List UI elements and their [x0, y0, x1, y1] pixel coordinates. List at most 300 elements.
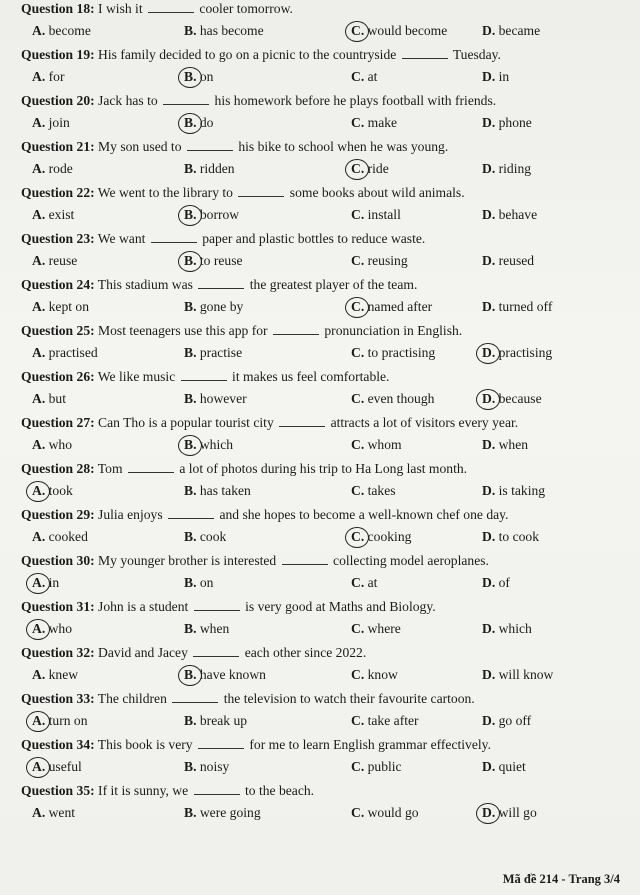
answer-options	[18, 572, 628, 594]
option-letter: A.	[32, 299, 46, 314]
answer-option-d	[482, 802, 537, 824]
answer-option-d	[482, 342, 552, 364]
question-text-before-blank: This stadium was	[97, 277, 193, 292]
option-letter: A.	[32, 253, 46, 268]
answer-option-c	[351, 802, 419, 824]
option-letter: A.	[32, 713, 46, 728]
option-letter: A.	[32, 23, 46, 38]
option-letter: B.	[184, 345, 197, 360]
option-letter: D.	[482, 805, 496, 820]
option-text: has become	[196, 23, 264, 38]
option-letter: C.	[351, 345, 365, 360]
option-letter: A.	[32, 759, 46, 774]
option-letter: D.	[482, 299, 496, 314]
option-text: has taken	[196, 483, 251, 498]
answer-option-c	[351, 756, 402, 778]
option-text: make	[364, 115, 398, 130]
option-text: riding	[495, 161, 532, 176]
question-number: Question 35:	[21, 783, 95, 798]
answer-option-c	[351, 572, 377, 594]
question-text-after-blank: his bike to school when he was young.	[238, 139, 449, 154]
option-text: became	[495, 23, 541, 38]
question-number: Question 27:	[21, 415, 95, 430]
answer-blank	[193, 644, 239, 657]
answer-option-c	[351, 158, 389, 180]
question-stem	[21, 228, 425, 250]
answer-option-c	[351, 710, 419, 732]
answer-options	[18, 204, 628, 226]
option-letter: C.	[351, 483, 365, 498]
answer-options	[18, 526, 628, 548]
option-letter: B.	[184, 115, 197, 130]
answer-option-b	[184, 296, 243, 318]
answer-blank	[194, 782, 240, 795]
answer-option-b	[184, 20, 264, 42]
question-item	[18, 228, 628, 274]
answer-option-a	[32, 434, 72, 456]
question-item	[18, 504, 628, 550]
question-text-after-blank: some books about wild animals.	[289, 185, 465, 200]
option-letter: A.	[32, 391, 46, 406]
question-number: Question 25:	[21, 323, 95, 338]
question-number: Question 20:	[21, 93, 95, 108]
option-text: would go	[364, 805, 419, 820]
question-text-after-blank: to the beach.	[244, 783, 315, 798]
option-letter: D.	[482, 23, 496, 38]
option-text: gone by	[196, 299, 244, 314]
option-letter: A.	[32, 621, 46, 636]
answer-option-a	[32, 756, 82, 778]
option-text: practise	[196, 345, 243, 360]
answer-blank	[168, 506, 214, 519]
option-text: useful	[45, 759, 82, 774]
answer-options	[18, 296, 628, 318]
answer-options	[18, 756, 628, 778]
answer-option-a	[32, 480, 73, 502]
answer-option-d	[482, 710, 531, 732]
question-stem	[21, 412, 518, 434]
question-item	[18, 734, 628, 780]
answer-option-d	[482, 66, 509, 88]
question-stem	[21, 688, 475, 710]
option-letter: D.	[482, 667, 496, 682]
answer-option-c	[351, 388, 434, 410]
question-text-after-blank: is very good at Maths and Biology.	[245, 599, 436, 614]
option-text: of	[495, 575, 510, 590]
option-letter: B.	[184, 69, 197, 84]
question-number: Question 26:	[21, 369, 95, 384]
answer-option-d	[482, 20, 540, 42]
answer-option-c	[351, 204, 401, 226]
option-text: which	[196, 437, 234, 452]
answer-options	[18, 802, 628, 824]
answer-option-b	[184, 802, 261, 824]
option-text: will know	[495, 667, 554, 682]
option-text: at	[364, 575, 378, 590]
answer-option-d	[482, 526, 539, 548]
question-number: Question 22:	[21, 185, 95, 200]
question-item	[18, 780, 628, 826]
answer-options	[18, 250, 628, 272]
answer-options	[18, 480, 628, 502]
option-letter: B.	[184, 667, 197, 682]
option-letter: A.	[32, 69, 46, 84]
question-text-before-blank: We like music	[97, 369, 176, 384]
option-text: whom	[364, 437, 402, 452]
option-text: break up	[196, 713, 248, 728]
question-item	[18, 688, 628, 734]
option-text: on	[196, 575, 214, 590]
question-text-before-blank: David and Jacey	[98, 645, 188, 660]
question-text-after-blank: pronunciation in English.	[324, 323, 463, 338]
answer-option-a	[32, 204, 74, 226]
option-text: named after	[364, 299, 433, 314]
answer-blank	[194, 598, 240, 611]
question-number: Question 32:	[21, 645, 95, 660]
option-text: however	[196, 391, 247, 406]
answer-blank	[172, 690, 218, 703]
option-letter: C.	[351, 115, 365, 130]
answer-option-a	[32, 112, 70, 134]
question-text-before-blank: We went to the library to	[97, 185, 233, 200]
option-text: become	[45, 23, 91, 38]
question-item	[18, 182, 628, 228]
option-letter: C.	[351, 667, 365, 682]
question-stem	[21, 780, 314, 802]
question-text-before-blank: Julia enjoys	[98, 507, 163, 522]
question-text-before-blank: John is a student	[98, 599, 189, 614]
answer-blank	[198, 276, 244, 289]
answer-option-b	[184, 710, 247, 732]
answer-option-c	[351, 296, 432, 318]
option-text: went	[45, 805, 76, 820]
question-text-before-blank: His family decided to go on a picnic to the countryside	[98, 47, 397, 62]
option-letter: C.	[351, 69, 365, 84]
answer-option-d	[482, 296, 552, 318]
answer-option-a	[32, 710, 88, 732]
question-text-after-blank: for me to learn English grammar effectively.	[249, 737, 491, 752]
answer-option-a	[32, 66, 64, 88]
answer-option-b	[184, 250, 243, 272]
question-text-before-blank: My son used to	[98, 139, 182, 154]
option-letter: A.	[32, 207, 46, 222]
answer-option-d	[482, 112, 532, 134]
option-text: were going	[196, 805, 261, 820]
answer-option-b	[184, 526, 226, 548]
option-text: take after	[364, 713, 419, 728]
option-letter: A.	[32, 161, 46, 176]
option-text: exist	[45, 207, 75, 222]
option-text: to practising	[364, 345, 436, 360]
question-text-before-blank: Most teenagers use this app for	[98, 323, 268, 338]
option-letter: D.	[482, 115, 496, 130]
option-text: who	[45, 621, 73, 636]
option-letter: C.	[351, 253, 365, 268]
option-text: where	[364, 621, 401, 636]
option-text: kept on	[45, 299, 90, 314]
question-item	[18, 458, 628, 504]
question-item	[18, 274, 628, 320]
question-item	[18, 366, 628, 412]
option-letter: B.	[184, 529, 197, 544]
option-text: public	[364, 759, 402, 774]
option-text: at	[364, 69, 378, 84]
option-letter: C.	[351, 759, 365, 774]
question-list	[18, 0, 628, 826]
option-text: behave	[495, 207, 538, 222]
question-number: Question 34:	[21, 737, 95, 752]
answer-option-a	[32, 296, 89, 318]
answer-blank	[198, 736, 244, 749]
option-text: on	[196, 69, 214, 84]
option-text: join	[45, 115, 70, 130]
answer-options	[18, 664, 628, 686]
option-text: phone	[495, 115, 532, 130]
answer-option-b	[184, 618, 229, 640]
answer-option-c	[351, 434, 402, 456]
answer-option-d	[482, 664, 553, 686]
question-text-after-blank: cooler tomorrow.	[199, 1, 293, 16]
option-letter: B.	[184, 805, 197, 820]
option-text: which	[495, 621, 532, 636]
option-text: would become	[364, 23, 448, 38]
option-text: have known	[196, 667, 266, 682]
answer-option-b	[184, 572, 213, 594]
answer-blank	[187, 138, 233, 151]
option-letter: C.	[351, 713, 365, 728]
option-text: took	[45, 483, 73, 498]
answer-option-d	[482, 158, 531, 180]
answer-option-d	[482, 434, 528, 456]
question-stem	[21, 366, 389, 388]
option-letter: C.	[351, 161, 365, 176]
answer-option-c	[351, 664, 398, 686]
question-text-before-blank: The children	[97, 691, 167, 706]
option-text: ride	[364, 161, 389, 176]
option-text: do	[196, 115, 214, 130]
answer-option-b	[184, 388, 247, 410]
option-text: cook	[196, 529, 227, 544]
option-text: is taking	[495, 483, 546, 498]
answer-option-b	[184, 480, 251, 502]
option-letter: D.	[482, 529, 496, 544]
option-text: ridden	[196, 161, 235, 176]
question-number: Question 30:	[21, 553, 95, 568]
option-text: practised	[45, 345, 98, 360]
question-stem	[21, 44, 501, 66]
answer-options	[18, 66, 628, 88]
option-letter: D.	[482, 391, 496, 406]
answer-option-d	[482, 756, 526, 778]
answer-option-c	[351, 342, 435, 364]
answer-option-b	[184, 664, 266, 686]
option-letter: B.	[184, 759, 197, 774]
question-text-after-blank: paper and plastic bottles to reduce waste.	[202, 231, 426, 246]
answer-options	[18, 388, 628, 410]
question-stem	[21, 0, 293, 20]
question-item	[18, 642, 628, 688]
option-letter: A.	[32, 483, 46, 498]
option-letter: D.	[482, 253, 496, 268]
answer-option-a	[32, 526, 88, 548]
question-text-after-blank: the greatest player of the team.	[249, 277, 418, 292]
answer-options	[18, 342, 628, 364]
option-letter: A.	[32, 115, 46, 130]
option-letter: C.	[351, 805, 365, 820]
option-letter: B.	[184, 391, 197, 406]
answer-blank	[273, 322, 319, 335]
option-letter: B.	[184, 621, 197, 636]
option-text: when	[196, 621, 230, 636]
option-letter: A.	[32, 575, 46, 590]
answer-blank	[238, 184, 284, 197]
answer-option-c	[351, 526, 411, 548]
answer-option-b	[184, 434, 233, 456]
answer-option-c	[351, 250, 408, 272]
question-number: Question 29:	[21, 507, 95, 522]
option-text: when	[495, 437, 529, 452]
question-stem	[21, 182, 465, 204]
answer-option-b	[184, 342, 242, 364]
option-letter: D.	[482, 437, 496, 452]
answer-blank	[282, 552, 328, 565]
option-letter: C.	[351, 299, 365, 314]
option-text: to cook	[495, 529, 540, 544]
option-letter: D.	[482, 69, 496, 84]
question-text-before-blank: If it is sunny, we	[98, 783, 189, 798]
question-stem	[21, 136, 448, 158]
option-letter: B.	[184, 161, 197, 176]
question-item	[18, 550, 628, 596]
question-number: Question 28:	[21, 461, 95, 476]
option-letter: D.	[482, 621, 496, 636]
option-letter: D.	[482, 207, 496, 222]
answer-option-a	[32, 618, 72, 640]
answer-option-d	[482, 618, 532, 640]
answer-options	[18, 618, 628, 640]
option-letter: D.	[482, 713, 496, 728]
answer-option-a	[32, 158, 73, 180]
answer-option-a	[32, 342, 98, 364]
question-text-after-blank: and she hopes to become a well-known chef one day.	[219, 507, 509, 522]
answer-option-b	[184, 204, 239, 226]
answer-options	[18, 158, 628, 180]
option-text: will go	[495, 805, 537, 820]
question-item	[18, 596, 628, 642]
question-item	[18, 136, 628, 182]
answer-option-c	[351, 20, 447, 42]
question-stem	[21, 734, 491, 756]
question-text-before-blank: Can Tho is a popular tourist city	[98, 415, 274, 430]
question-stem	[21, 320, 462, 342]
question-text-after-blank: attracts a lot of visitors every year.	[330, 415, 519, 430]
question-text-after-blank: collecting model aeroplanes.	[333, 553, 489, 568]
answer-option-d	[482, 250, 534, 272]
answer-blank	[148, 0, 194, 13]
answer-option-b	[184, 756, 229, 778]
question-item	[18, 0, 628, 44]
question-text-after-blank: it makes us feel comfortable.	[232, 369, 390, 384]
option-letter: C.	[351, 207, 365, 222]
question-text-after-blank: a lot of photos during his trip to Ha Long last month.	[179, 461, 468, 476]
question-number: Question 23:	[21, 231, 95, 246]
option-letter: D.	[482, 759, 496, 774]
option-text: practising	[495, 345, 553, 360]
option-letter: D.	[482, 483, 496, 498]
option-letter: B.	[184, 23, 197, 38]
answer-blank	[181, 368, 227, 381]
question-text-after-blank: each other since 2022.	[244, 645, 367, 660]
question-number: Question 24:	[21, 277, 95, 292]
question-stem	[21, 596, 436, 618]
question-text-after-blank: the television to watch their favourite cartoon.	[223, 691, 475, 706]
option-text: reusing	[364, 253, 408, 268]
answer-option-c	[351, 618, 401, 640]
question-number: Question 31:	[21, 599, 95, 614]
option-letter: C.	[351, 621, 365, 636]
option-text: borrow	[196, 207, 240, 222]
answer-option-c	[351, 480, 396, 502]
answer-option-d	[482, 480, 545, 502]
question-stem	[21, 504, 508, 526]
answer-options	[18, 112, 628, 134]
page-footer: Mã đề 214 - Trang 3/4	[502, 872, 620, 886]
option-text: turn on	[45, 713, 88, 728]
answer-blank	[128, 460, 174, 473]
answer-option-d	[482, 572, 510, 594]
option-text: quiet	[495, 759, 526, 774]
question-item	[18, 412, 628, 458]
option-text: reuse	[45, 253, 78, 268]
option-text: turned off	[495, 299, 553, 314]
option-text: cooking	[364, 529, 412, 544]
answer-option-c	[351, 66, 377, 88]
question-number: Question 18:	[21, 1, 95, 16]
answer-option-a	[32, 572, 59, 594]
option-letter: A.	[32, 805, 46, 820]
question-stem	[21, 274, 417, 296]
option-letter: B.	[184, 299, 197, 314]
option-letter: B.	[184, 253, 197, 268]
question-stem	[21, 90, 496, 112]
answer-blank	[279, 414, 325, 427]
answer-options	[18, 710, 628, 732]
option-text: to reuse	[196, 253, 243, 268]
option-letter: C.	[351, 23, 365, 38]
option-text: noisy	[196, 759, 230, 774]
answer-option-a	[32, 802, 75, 824]
answer-option-b	[184, 112, 213, 134]
option-text: know	[364, 667, 398, 682]
answer-option-b	[184, 158, 235, 180]
answer-blank	[163, 92, 209, 105]
answer-option-a	[32, 250, 77, 272]
answer-option-c	[351, 112, 397, 134]
option-letter: B.	[184, 483, 197, 498]
option-letter: A.	[32, 345, 46, 360]
option-text: install	[364, 207, 401, 222]
option-text: even though	[364, 391, 435, 406]
question-text-before-blank: We want	[97, 231, 146, 246]
question-text-after-blank: his homework before he plays football with friends.	[214, 93, 497, 108]
option-text: go off	[495, 713, 532, 728]
question-stem	[21, 550, 489, 572]
option-letter: C.	[351, 529, 365, 544]
question-stem	[21, 642, 366, 664]
answer-blank	[151, 230, 197, 243]
option-letter: B.	[184, 207, 197, 222]
question-item	[18, 44, 628, 90]
